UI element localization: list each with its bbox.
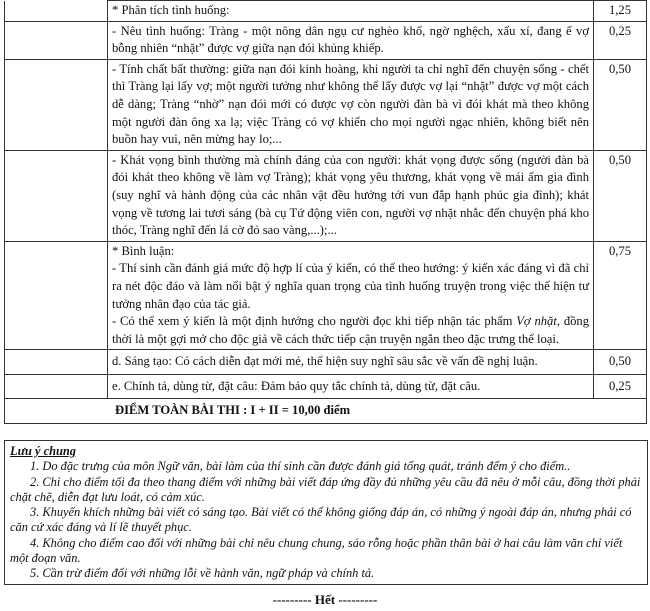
score-cell: 0,75 — [594, 241, 647, 350]
criterion-text — [108, 350, 594, 375]
grading-table — [4, 0, 647, 424]
table-row — [5, 241, 647, 350]
score-cell: 0,50 — [594, 350, 647, 375]
table-row — [5, 1, 647, 22]
criterion-text — [108, 21, 594, 59]
score-cell: 0,25 — [594, 374, 647, 399]
criterion-paragraph — [112, 313, 589, 348]
criterion-heading: * Phân tích tình huống: — [112, 3, 230, 17]
table-row — [5, 150, 647, 241]
notes-heading: Lưu ý chung — [10, 444, 76, 458]
score-cell: 0,50 — [594, 59, 647, 150]
blank-cell — [5, 350, 108, 375]
criterion-text — [108, 374, 594, 399]
table-row — [5, 21, 647, 59]
table-row — [5, 59, 647, 150]
table-row — [5, 374, 647, 399]
note-item: 4. Không cho điểm cao đối với những bài chỉ nêu chung chung, sáo rỗng hoặc phần thân bài ở hai câu làm văn chỉ viết một đoạn văn. — [10, 535, 623, 566]
note-item: 5. Cần trừ điểm đối với những lỗi về hành văn, ngữ pháp và chính tả. — [30, 566, 375, 581]
end-marker: --------- Hết --------- — [272, 592, 378, 607]
criterion-paragraph: e. Chính tả, dùng từ, đặt câu: Đảm bảo quy tắc chính tả, dùng từ, đặt câu. — [112, 378, 481, 393]
criterion-heading: * Bình luận: — [112, 243, 175, 258]
criterion-paragraph: - Thí sinh cần đánh giá mức độ hợp lí của ý kiến, có thể theo hướng: ý kiến xác đáng vì đã chỉ ra nét độc đáo và làm nổi bật ý nghĩa quan trọng của tình huống truyện trong việc thể hiện tư tưởng nhân đạo của tác giả. — [112, 261, 589, 311]
criterion-text — [108, 1, 594, 22]
work-title: Vợ nhặt — [516, 314, 557, 329]
criterion-text — [108, 150, 594, 241]
score-cell: 1,25 — [594, 1, 647, 22]
note-item: 1. Do đặc trưng của môn Ngữ văn, bài làm của thí sinh cần được đánh giá tổng quát, tránh đếm ý cho điểm.. — [30, 459, 571, 474]
blank-cell — [5, 59, 108, 150]
table-row — [5, 399, 647, 424]
paragraph-text: , đồng thời là một gợi mở cho độc giả về cách thức tiếp cận truyện ngắn theo đặc trưng thể loại. — [112, 314, 589, 346]
blank-cell — [5, 150, 108, 241]
general-notes — [4, 440, 648, 585]
criterion-text — [108, 241, 594, 350]
note-item: 3. Khuyến khích những bài viết có sáng tạo. Bài viết có thể không giống đáp án, có những ý ngoài đáp án, nhưng phải có căn cứ xác đáng và lí lẽ thuyết phục. — [10, 505, 632, 535]
note-item: 2. Chỉ cho điểm tối đa theo thang điểm với những bài viết đáp ứng đầy đủ những yêu cầu đã nêu ở mỗi câu, đồng thời phải chặt chẽ, diễn đạt lưu loát, có cảm xúc. — [10, 474, 641, 504]
criterion-paragraph: - Tính chất bất thường: giữa nạn đói kinh hoàng, khi người ta chỉ nghĩ đến chuyện sống - chết thì Tràng lại lấy vợ; một người tưởng như không thể lấy được vợ lại “nhặt” được vợ một cách dễ dàng; Tràng “nhờ” nạn đói mới có được vợ còn người đàn bà vì đói khát mà theo không một người đàn ông xa lạ; việc Tràng có vợ khiến cho mọi người ngạc nhiên, không biết nên buồn hay vui, nên mừng hay lo;... — [112, 61, 589, 147]
criterion-paragraph: - Khát vọng bình thường mà chính đáng của con người: khát vọng được sống (người đàn bà đói khát theo không về làm vợ Tràng); khát vọng yêu thương, khát vọng về mái ấm gia đình (suy nghĩ và hành động của các nhân vật đều hướng tới vun đắp hạnh phúc gia đình); khát vọng về tương lai tươi sáng (bà cụ Tứ động viên con, người vợ nhặt nhắc đến chuyện phá kho thóc, Tràng nghĩ đến lá cờ đỏ sao vàng,...);... — [112, 152, 589, 238]
criterion-paragraph: - Nêu tình huống: Tràng - một nông dân ngụ cư nghèo khổ, ngờ nghệch, xấu xí, đang ế vợ bỗng nhiên “nhặt” được vợ giữa nạn đói khủng khiếp. — [112, 23, 589, 56]
blank-cell — [5, 1, 108, 22]
blank-cell — [5, 374, 108, 399]
criterion-paragraph: d. Sáng tạo: Có cách diễn đạt mới mẻ, thể hiện suy nghĩ sâu sắc về vấn đề nghị luận. — [112, 354, 538, 369]
blank-cell — [5, 241, 108, 350]
paragraph-text: - Có thể xem ý kiến là một định hướng cho người đọc khi tiếp nhận tác phẩm — [112, 314, 517, 329]
blank-cell — [5, 21, 108, 59]
score-cell: 0,25 — [594, 21, 647, 59]
total-score: ĐIỂM TOÀN BÀI THI : I + II = 10,00 điểm — [5, 399, 647, 424]
criterion-text — [108, 59, 594, 150]
table-row — [5, 350, 647, 375]
score-cell: 0,50 — [594, 150, 647, 241]
